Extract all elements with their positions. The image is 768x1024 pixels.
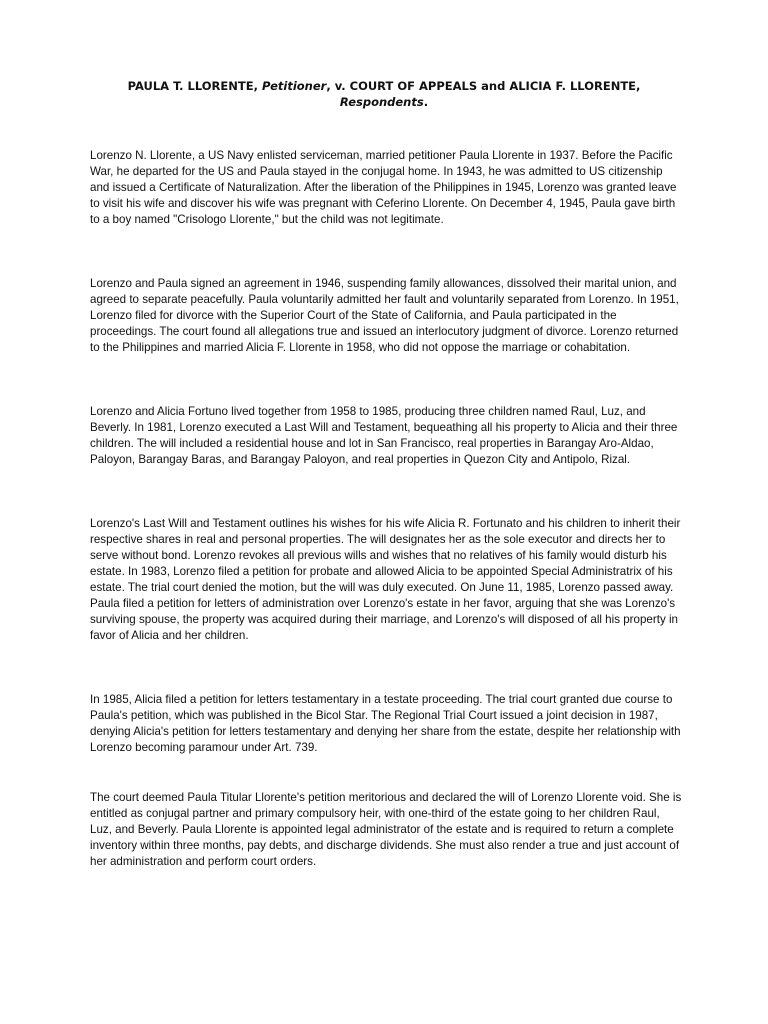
paragraph-2: Lorenzo and Paula signed an agreement in 1946, suspending family allowances, dissolved their marital union, and agreed to separate peacefully. Paula voluntarily admitted her fault and voluntarily separated from Lorenzo. In 1951, Lorenzo filed for divorce with the Superior Court of the State of California, and Paula participated in the proceedings. The court found all allegations true and issued an interlocutory judgment of divorce. Lorenzo returned to the Philippines and married Alicia F. Llorente in 1958, who did not oppose the marriage or cohabitation. — [90, 277, 679, 354]
title-part-respondents-role: Respondents — [339, 95, 424, 109]
paragraph-6: The court deemed Paula Titular Llorente's petition meritorious and declared the will of Lorenzo Llorente void. She is entitled as conjugal partner and primary compulsory heir, with one-third of the estate going to her children Raul, Luz, and Beverly. Paula Llorente is appointed legal administrator of the estate and is required to return a complete inventory within three months, pay debts, and discharge dividends. She must also render a true and just account of her administration and perform court orders. — [90, 791, 682, 868]
paragraph-1: Lorenzo N. Llorente, a US Navy enlisted serviceman, married petitioner Paula Llorente in 1937. Before the Pacific War, he departed for the US and Paula stayed in the conjugal home. In 1943, he was admitted to US citizenship and issued a Certificate of Naturalization. After the liberation of the Philippines in 1945, Lorenzo was granted leave to visit his wife and discover his wife was pregnant with Ceferino Llorente. On December 4, 1945, Paula gave birth to a boy named "Crisologo Llorente," but the child was not legitimate. — [90, 149, 677, 226]
title-part-period: . — [423, 95, 429, 109]
title-part-petitioner-role: Petitioner — [261, 79, 327, 93]
paragraph-4: Lorenzo's Last Will and Testament outlines his wishes for his wife Alicia R. Fortunato and his children to inherit their respective shares in real and personal properties. The will designates her as the sole executor and directs her to serve without bond. Lorenzo revokes all previous wills and wishes that no relatives of his family would disturb his estate. In 1983, Lorenzo filed a petition for probate and allowed Alicia to be appointed Special Administratrix of his estate. The trial court denied the motion, but the will was duly executed. On June 11, 1985, Lorenzo passed away. Paula filed a petition for letters of administration over Lorenzo's estate in her favor, arguing that she was Lorenzo's surviving spouse, the property was acquired during their marriage, and Lorenzo's will disposed of all his property in favor of Alicia and her children. — [90, 517, 681, 642]
case-title — [100, 78, 668, 110]
title-part-petitioner-name: PAULA T. LLORENTE, — [127, 79, 262, 93]
paragraph-3: Lorenzo and Alicia Fortuno lived together from 1958 to 1985, producing three children named Raul, Luz, and Beverly. In 1981, Lorenzo executed a Last Will and Testament, bequeathing all his property to Alicia and their three children. The will included a residential house and lot in San Francisco, real properties in Barangay Aro-Aldao, Paloyon, Barangay Baras, and Barangay Paloyon, and real properties in Quezon City and Antipolo, Rizal. — [90, 405, 678, 466]
title-part-respondents-name: , v. COURT OF APPEALS and ALICIA F. LLORENTE, — [326, 79, 641, 93]
paragraph-5: In 1985, Alicia filed a petition for letters testamentary in a testate proceeding. The trial court granted due course to Paula's petition, which was published in the Bicol Star. The Regional Trial Court issued a joint decision in 1987, denying Alicia's petition for letters testamentary and denying her share from the estate, despite her relationship with Lorenzo becoming paramour under Art. 739. — [90, 693, 681, 754]
